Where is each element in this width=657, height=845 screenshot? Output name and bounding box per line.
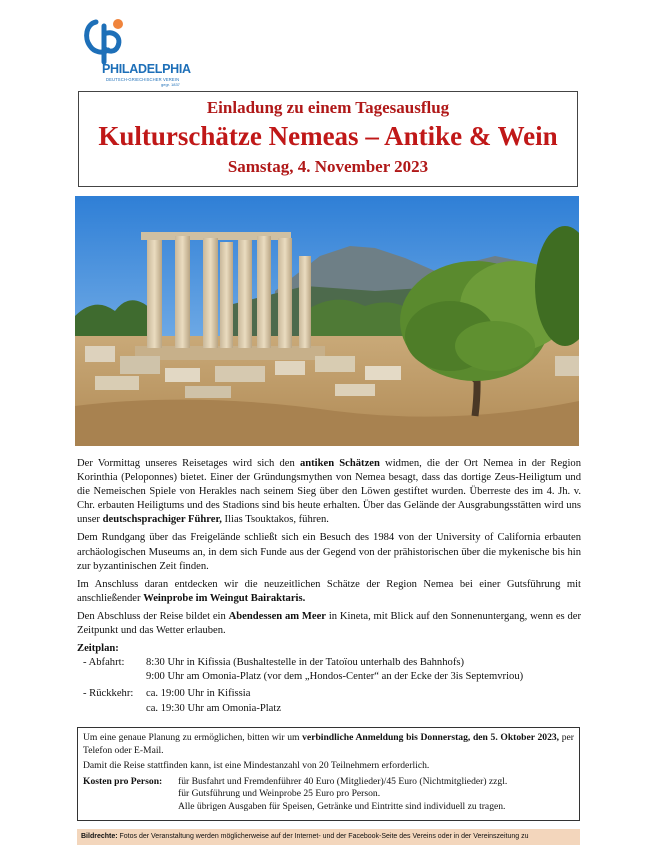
highlight-deadline: verbindliche Anmeldung bis Donnerstag, den 5. Oktober 2023, xyxy=(302,732,560,743)
logo-mark-icon xyxy=(82,16,142,66)
schedule-heading: Zeitplan: xyxy=(77,643,119,655)
schedule-departure-row-2 xyxy=(77,670,581,684)
cost-row-3 xyxy=(83,801,574,814)
highlight-wine-tasting: Weinprobe im Weingut Bairaktaris. xyxy=(143,592,306,604)
invitation-kicker: Einladung zu einem Tagesausflug xyxy=(206,98,450,117)
departure-time-2: 9:00 Uhr am Omonia-Platz (vor dem „Hondos-Center“ an der Ecke der 3is Septemvriou) xyxy=(146,671,524,683)
departure-label: - Abfahrt: xyxy=(83,657,125,669)
return-label: - Rückkehr: xyxy=(83,688,134,700)
image-rights-footer xyxy=(77,829,580,845)
temple-photo xyxy=(75,196,579,446)
cost-bus: für Busfahrt und Fremdenführer 40 Euro (Mitglieder)/45 Euro (Nichtmitglieder) zzgl. xyxy=(178,775,508,787)
cost-label: Kosten pro Person: xyxy=(83,775,163,787)
description xyxy=(77,457,581,716)
registration-deadline: Um eine genaue Planung zu ermöglichen, bitten wir um verbindliche Anmeldung bis Donnerstag, den 5. Oktober 2023, per Telefon oder E-Mail. xyxy=(83,732,574,756)
footer-label: Bildrechte: xyxy=(81,833,118,840)
schedule-return-row xyxy=(77,687,581,701)
cost-row-2 xyxy=(83,788,574,801)
cost-row-1 xyxy=(83,776,574,789)
schedule-return-row-2 xyxy=(77,702,581,716)
paragraph-antiquity: Der Vormittag unseres Reisetages wird sich den antiken Schätzen widmen, die der Ort Nemea in der Region Korinthia (Peloponnes) bietet. Einer der Gründungsmythen von Nemea besagt, dass das dortige Zeus-Heiligtum und die Nemeischen Spiele von Herakles nach seinem Sieg über den Löwen gestiftet wurden. Überreste des im 4. Jh. v. Chr. erbauten Heiligtums und des Stadions sind bis heute erhalten. Über das Gelände der Ausgrabungsstätten wird uns unser deutschsprachiger Führer, Ilias Tsouktakos, führen. xyxy=(77,458,581,526)
registration-box xyxy=(77,727,580,821)
title-box xyxy=(78,91,578,187)
return-time-2: ca. 19:30 Uhr am Omonia-Platz xyxy=(146,702,282,714)
highlight-guide: deutschsprachiger Führer, xyxy=(102,514,222,526)
departure-time-1: 8:30 Uhr in Kifissia (Bushaltestelle in der Tatoïou unterhalb des Bahnhofs) xyxy=(146,657,464,669)
cost-wine: für Gutsführung und Weinprobe 25 Euro pro Person. xyxy=(178,788,381,800)
highlight-ancient-treasures: antiken Schätzen xyxy=(299,458,380,469)
highlight-dinner: Abendessen am Meer xyxy=(228,610,327,622)
return-time-1: ca. 19:00 Uhr in Kifissia xyxy=(146,688,251,700)
paragraph-dinner: Den Abschluss der Reise bildet ein Abendessen am Meer in Kineta, mit Blick auf den Sonnenuntergang, wenn es der Zeitpunkt und das Wetter erlauben. xyxy=(77,610,582,637)
event-date: Samstag, 4. November 2023 xyxy=(227,157,429,176)
page-title: Kulturschätze Nemeas – Antike & Wein xyxy=(98,121,558,151)
logo-since: gegr. 1837 xyxy=(161,82,180,87)
logo-subtitle: DEUTSCH-GRIECHISCHER VEREIN xyxy=(106,77,180,82)
schedule-departure-row xyxy=(77,656,581,670)
philadelphia-logo xyxy=(82,16,192,86)
logo-name: PHILADELPHIA xyxy=(102,62,191,76)
footer-text: Fotos der Veranstaltung werden möglicherweise auf der Internet- und der Facebook-Seite des Vereins oder in der Vereinszeitung zu xyxy=(117,833,529,840)
paragraph-museum: Dem Rundgang über das Freigelände schließt sich ein Besuch des 1984 von der University of California erbauten archäologischen Museums an, in dem sich Funde aus der Gegend von der prähistorischen über die mykenische bis hin zur byzantinischen Zeit finden. xyxy=(77,532,581,572)
cost-other: Alle übrigen Ausgaben für Speisen, Getränke und Eintritte sind individuell zu tragen. xyxy=(178,800,506,812)
minimum-participants: Damit die Reise stattfinden kann, ist eine Mindestanzahl von 20 Teilnehmern erforderlich. xyxy=(83,760,430,772)
paragraph-wine: Im Anschluss daran entdecken wir die neuzeitlichen Schätze der Region Nemea bei einer Gutsführung mit anschließender Weinprobe im Weingut Bairaktaris. xyxy=(77,578,581,604)
